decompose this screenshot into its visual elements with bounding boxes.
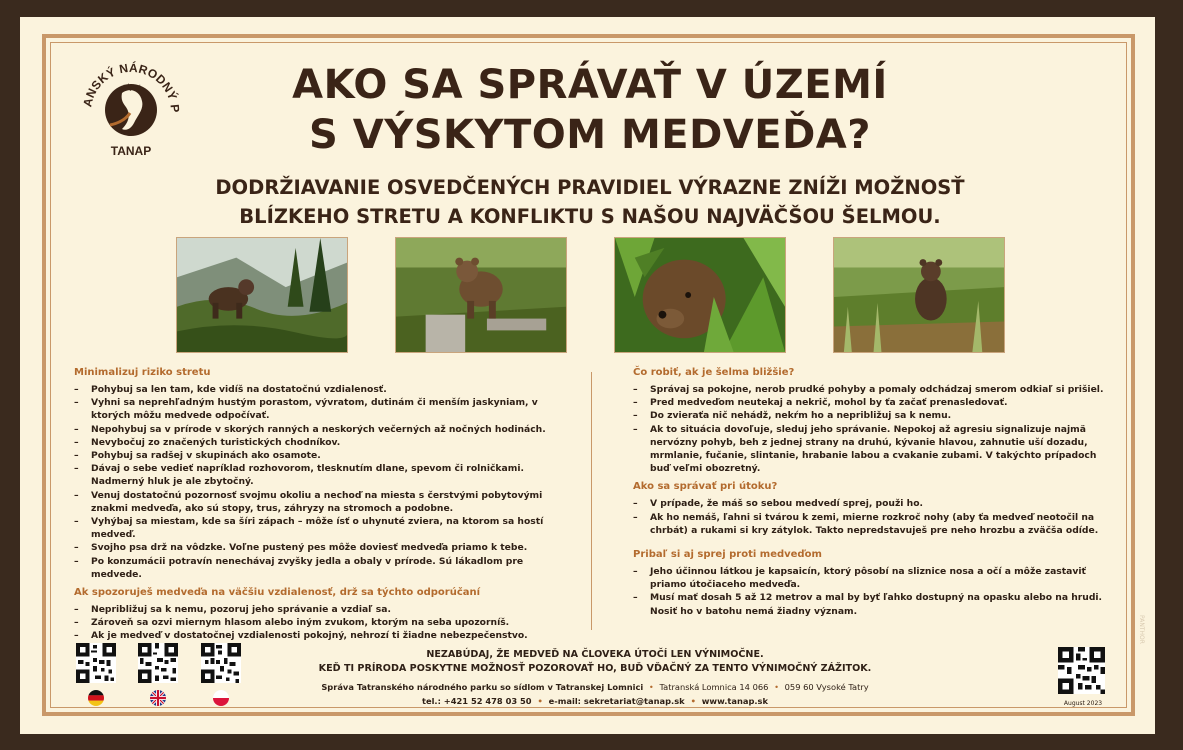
- subtitle-line-1: DODRŽIAVANIE OSVEDČENÝCH PRAVIDIEL VÝRAZNE ZNÍŽI MOŽNOSŤ: [215, 176, 965, 199]
- list-minimize-risk: [74, 383, 574, 581]
- list-item: – Pohybuj sa radšej v skupinách ako osamote.: [74, 449, 574, 462]
- list-item: – Vyhýbaj sa miestam, kde sa šíri zápach – môže ísť o uhynuté zviera, na ktorom sa hostí medveď.: [74, 515, 574, 541]
- list-item: – Vyhni sa neprehľadným hustým porastom, vývratom, dutinám či menším jaskyniam, v ktorých môžu medvede odpočívať.: [74, 396, 574, 422]
- org-name: Správa Tatranského národného parku so sídlom v Tatranskej Lomnici: [321, 682, 644, 692]
- list-item: – Nepohybuj sa v prírode v skorých ranných a neskorých večerných až nočných hodinách.: [74, 423, 574, 436]
- left-column: [74, 367, 574, 649]
- list-item: – Ak to situácia dovoľuje, sleduj jeho správanie. Nepokoj až agresiu signalizuje najmä nervózny pohyb, beh z jednej strany na druhú, kývanie hlavou, zahnutie uší dozadu, mrmlanie, fučanie, slintanie, hrabanie labou a cvakanie zubami. V takýchto prípadoch buď veľmi obozretný.: [633, 423, 1111, 476]
- list-item: – Po konzumácii potravín nenechávaj zvyšky jedla a obaly v prírode. Sú lákadlom pre medvede.: [74, 555, 574, 581]
- right-column: [633, 367, 1111, 624]
- list-item: – Venuj dostatočnú pozornosť svojmu okoliu a nechoď na miesta s čerstvými pobytovými znakmi medveďa, ako sú stopy, trus, záhryzy na stromoch a podobne.: [74, 489, 574, 515]
- list-attack: [633, 497, 1111, 537]
- issue-date: August 2023: [1063, 700, 1103, 707]
- qr-code-main[interactable]: [1058, 647, 1105, 694]
- list-item: – Pred medveďom neutekaj a nekrič, mohol by ťa začať prenasledovať.: [633, 396, 1111, 409]
- closing-line-2: KEĎ TI PRÍRODA POSKYTNE MOŽNOSŤ POZOROVAŤ HO, BUĎ VĎAČNÝ ZA TENTO VÝNIMOČNÝ ZÁŽITOK.: [318, 663, 872, 674]
- flag-uk-icon[interactable]: [150, 690, 166, 706]
- flag-germany-icon[interactable]: [88, 690, 104, 706]
- title-line-1: AKO SA SPRÁVAŤ V ÚZEMÍ: [292, 62, 888, 108]
- printer-mark: PANTHOR: [1138, 615, 1145, 644]
- list-item: – Ak je medveď v dostatočnej vzdialenosti pokojný, nehrozí ti žiadne nebezpečenstvo.: [74, 629, 574, 642]
- org-city: Tatranská Lomnica 14 066: [659, 682, 769, 692]
- closing-line-1: NEZABÚDAJ, ŽE MEDVEĎ NA ČLOVEKA ÚTOČÍ LEN VÝNIMOČNE.: [426, 649, 764, 660]
- section-heading-closer: Čo robiť, ak je šelma bližšie?: [633, 367, 795, 378]
- list-distant-bear: [74, 603, 574, 643]
- phone-link[interactable]: tel.: +421 52 478 03 50: [422, 696, 532, 706]
- section-heading-minimize-risk: Minimalizuj riziko stretu: [74, 367, 211, 378]
- logo-ring-text: ANSKÝ NÁRODNÝ P: [80, 60, 183, 113]
- section-heading-spray: Pribaľ si aj sprej proti medveďom: [633, 549, 822, 561]
- separator-dot: •: [690, 696, 696, 706]
- subtitle-line-2: BLÍZKEHO STRETU A KONFLIKTU S NAŠOU NAJVÄČŠOU ŠELMOU.: [239, 205, 941, 228]
- org-zip: 059 60 Vysoké Tatry: [784, 682, 869, 692]
- qr-code-de[interactable]: [76, 643, 116, 683]
- bear-photo-1: [176, 237, 348, 353]
- logo-abbr: TANAP: [110, 144, 152, 158]
- separator-dot: •: [537, 696, 543, 706]
- bear-photo-2: [395, 237, 567, 353]
- list-item: – Ak ho nemáš, ľahni si tvárou k zemi, mierne rozkroč nohy (aby ťa medveď neotočil na chrbát) a rukami si kry zátylok. Takto nepredstavuješ pre neho hrozbu a zväčša odíde.: [633, 511, 1111, 537]
- list-item: – Zároveň sa ozvi miernym hlasom alebo iným zvukom, ktorým na seba upozorníš.: [74, 616, 574, 629]
- list-closer: [633, 383, 1111, 475]
- list-item: – V prípade, že máš so sebou medvedí sprej, použi ho.: [633, 497, 1111, 510]
- page-title: [150, 60, 1030, 160]
- section-heading-attack: Ako sa správať pri útoku?: [633, 481, 778, 493]
- column-divider: [591, 372, 592, 630]
- closing-message: [255, 648, 935, 676]
- list-item: – Do zvieraťa nič nehádž, nekŕm ho a nepribližuj sa k nemu.: [633, 409, 1111, 422]
- separator-dot: •: [648, 682, 654, 692]
- separator-dot: •: [774, 682, 779, 692]
- list-item: – Nepribližuj sa k nemu, pozoruj jeho správanie a vzdiaľ sa.: [74, 603, 574, 616]
- org-info: [255, 680, 935, 694]
- list-item: – Svojho psa drž na vôdzke. Voľne pustený pes môže doviesť medveďa priamo k tebe.: [74, 541, 574, 554]
- qr-code-pl[interactable]: [201, 643, 241, 683]
- email-link[interactable]: e-mail: sekretariat@tanap.sk: [548, 696, 685, 706]
- page-subtitle: [150, 173, 1030, 231]
- list-item: – Dávaj o sebe vedieť napríklad rozhovorom, tlesknutím dlane, spevom či rolničkami. Nadmerný hluk je ale zbytočný.: [74, 462, 574, 488]
- title-line-2: S VÝSKYTOM MEDVEĎA?: [309, 112, 871, 158]
- list-item: – Správaj sa pokojne, nerob prudké pohyby a pomaly odchádzaj smerom odkiaľ si prišiel.: [633, 383, 1111, 396]
- bear-photo-3: [614, 237, 786, 353]
- list-item: – Jeho účinnou látkou je kapsaicín, ktorý pôsobí na sliznice nosa a očí a môže zastaviť priamo útočiaceho medveďa.: [633, 565, 1111, 591]
- flag-poland-icon[interactable]: [213, 690, 229, 706]
- web-link[interactable]: www.tanap.sk: [701, 696, 768, 706]
- bear-photo-4: [833, 237, 1005, 353]
- list-item: – Pohybuj sa len tam, kde vidíš na dostatočnú vzdialenosť.: [74, 383, 574, 396]
- list-item: – Musí mať dosah 5 až 12 metrov a mal by byť ľahko dostupný na opasku alebo na hrudi. Nosiť ho v batohu nemá žiadny význam.: [633, 591, 1111, 617]
- list-item: – Nevybočuj zo značených turistických chodníkov.: [74, 436, 574, 449]
- contact-info: [255, 694, 935, 708]
- list-spray: [633, 565, 1111, 618]
- section-heading-distant-bear: Ak spozoruješ medveďa na väčšiu vzdialenosť, drž sa týchto odporúčaní: [74, 587, 481, 599]
- qr-code-en[interactable]: [138, 643, 178, 683]
